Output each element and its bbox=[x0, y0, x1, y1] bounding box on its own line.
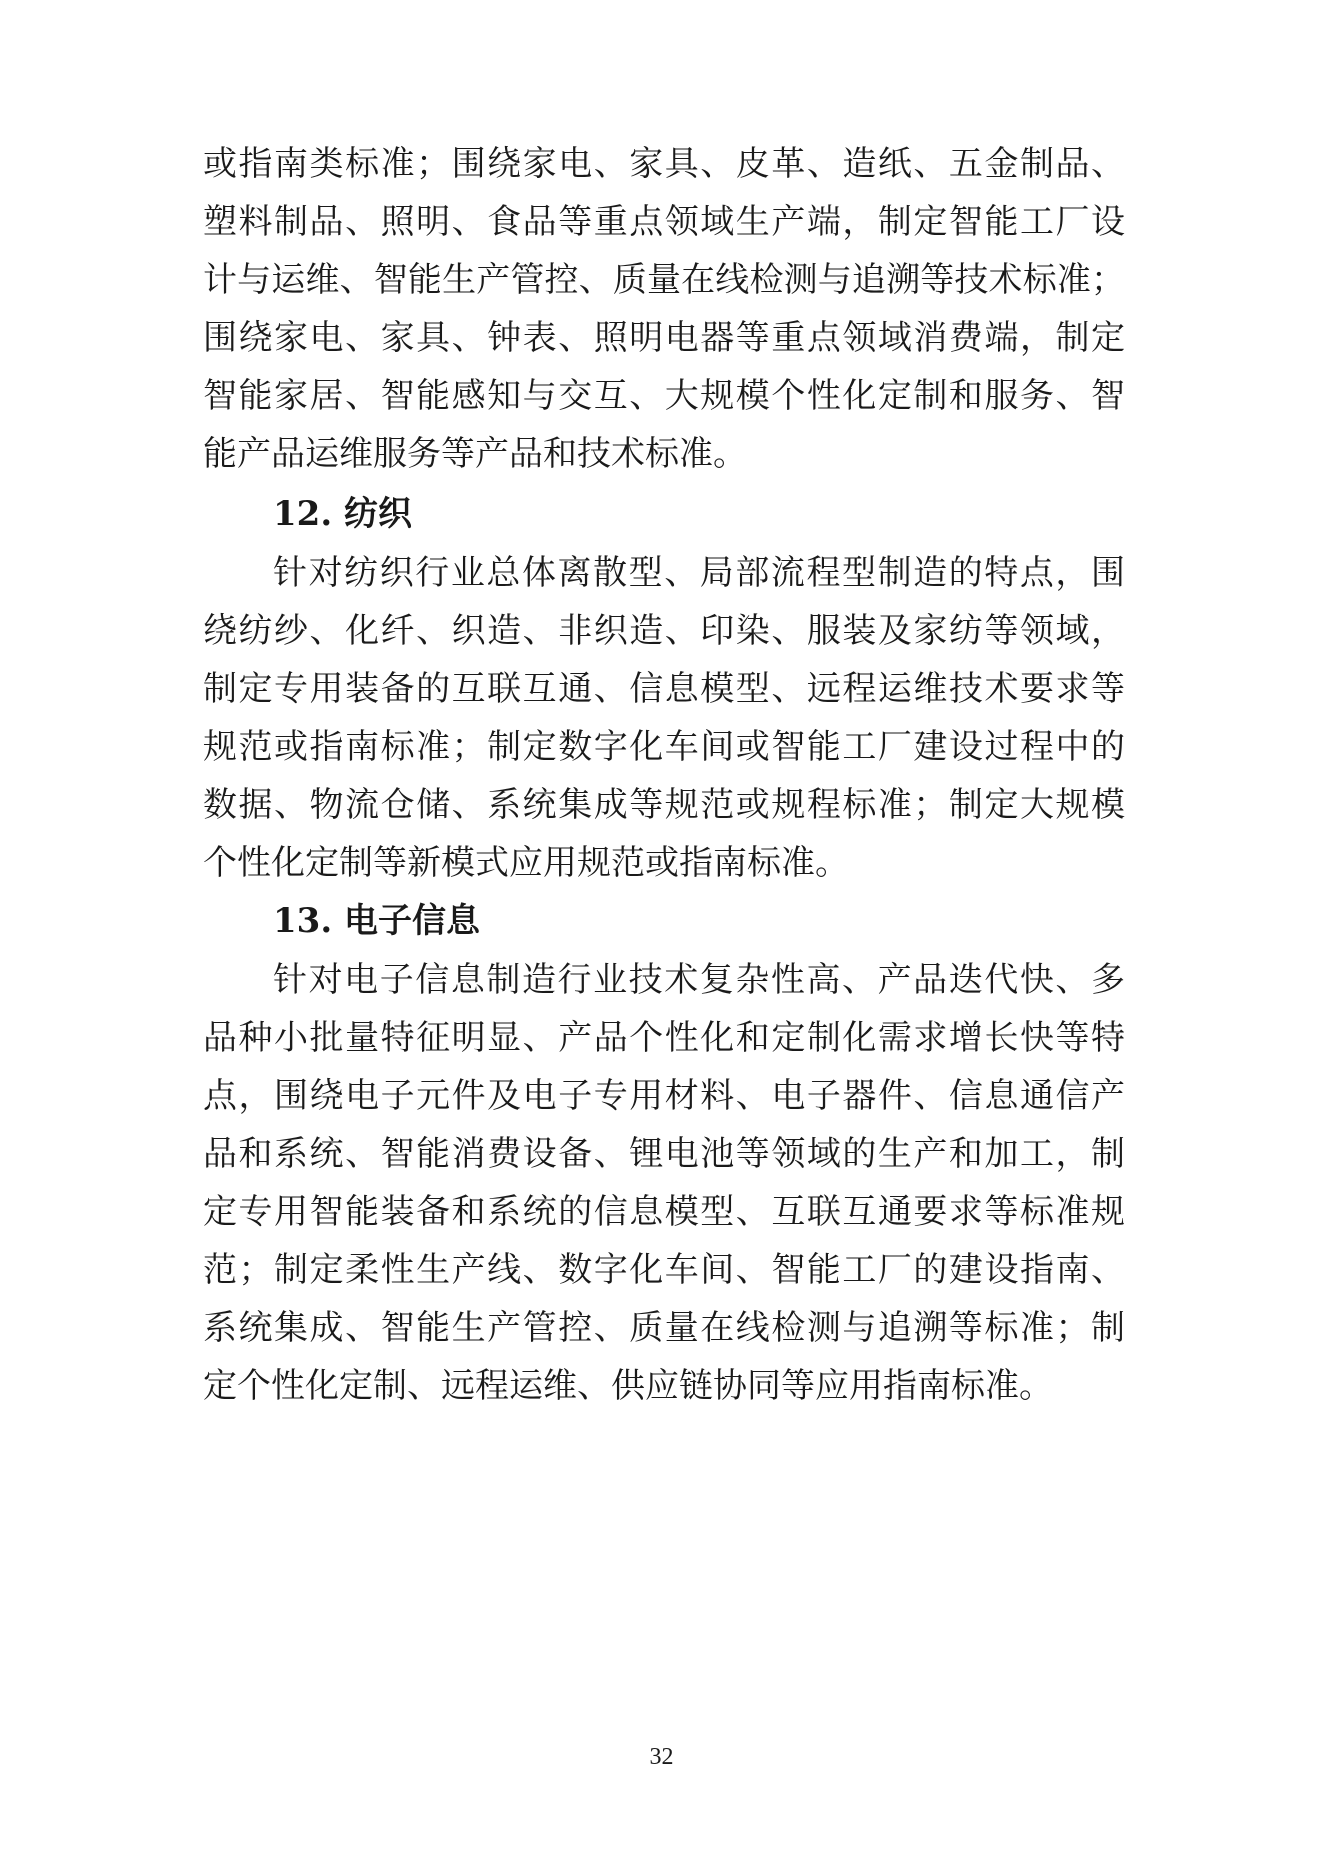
page-number: 32 bbox=[649, 1744, 674, 1770]
section-heading-electronics: 13. 电子信息 bbox=[273, 901, 480, 941]
paragraph-line: 制定专用装备的互联互通、信息模型、远程运维技术要求等 bbox=[203, 669, 1125, 709]
paragraph-line: 或指南类标准；围绕家电、家具、皮革、造纸、五金制品、 bbox=[203, 144, 1125, 184]
paragraph-line: 个性化定制等新模式应用规范或指南标准。 bbox=[203, 843, 849, 883]
paragraph-line: 塑料制品、照明、食品等重点领域生产端，制定智能工厂设 bbox=[203, 202, 1125, 242]
paragraph-line: 点，围绕电子元件及电子专用材料、电子器件、信息通信产 bbox=[203, 1076, 1125, 1116]
paragraph-line: 针对纺织行业总体离散型、局部流程型制造的特点，围 bbox=[273, 553, 1125, 593]
paragraph-line: 品种小批量特征明显、产品个性化和定制化需求增长快等特 bbox=[203, 1018, 1125, 1058]
paragraph-line: 定专用智能装备和系统的信息模型、互联互通要求等标准规 bbox=[203, 1192, 1125, 1232]
paragraph-line: 数据、物流仓储、系统集成等规范或规程标准；制定大规模 bbox=[203, 785, 1125, 825]
paragraph-line: 系统集成、智能生产管控、质量在线检测与追溯等标准；制 bbox=[203, 1308, 1125, 1348]
paragraph-line: 针对电子信息制造行业技术复杂性高、产品迭代快、多 bbox=[273, 960, 1125, 1000]
paragraph-line: 规范或指南标准；制定数字化车间或智能工厂建设过程中的 bbox=[203, 727, 1125, 767]
section-heading-textile: 12. 纺织 bbox=[273, 494, 412, 534]
paragraph-line: 计与运维、智能生产管控、质量在线检测与追溯等技术标准； bbox=[203, 260, 1125, 300]
paragraph-line: 绕纺纱、化纤、织造、非织造、印染、服装及家纺等领域， bbox=[203, 611, 1125, 651]
paragraph-line: 能产品运维服务等产品和技术标准。 bbox=[203, 434, 747, 474]
paragraph-line: 定个性化定制、远程运维、供应链协同等应用指南标准。 bbox=[203, 1366, 1053, 1406]
paragraph-line: 围绕家电、家具、钟表、照明电器等重点领域消费端，制定 bbox=[203, 318, 1125, 358]
paragraph-line: 范；制定柔性生产线、数字化车间、智能工厂的建设指南、 bbox=[203, 1250, 1125, 1290]
paragraph-line: 品和系统、智能消费设备、锂电池等领域的生产和加工，制 bbox=[203, 1134, 1125, 1174]
paragraph-line: 智能家居、智能感知与交互、大规模个性化定制和服务、智 bbox=[203, 376, 1125, 416]
